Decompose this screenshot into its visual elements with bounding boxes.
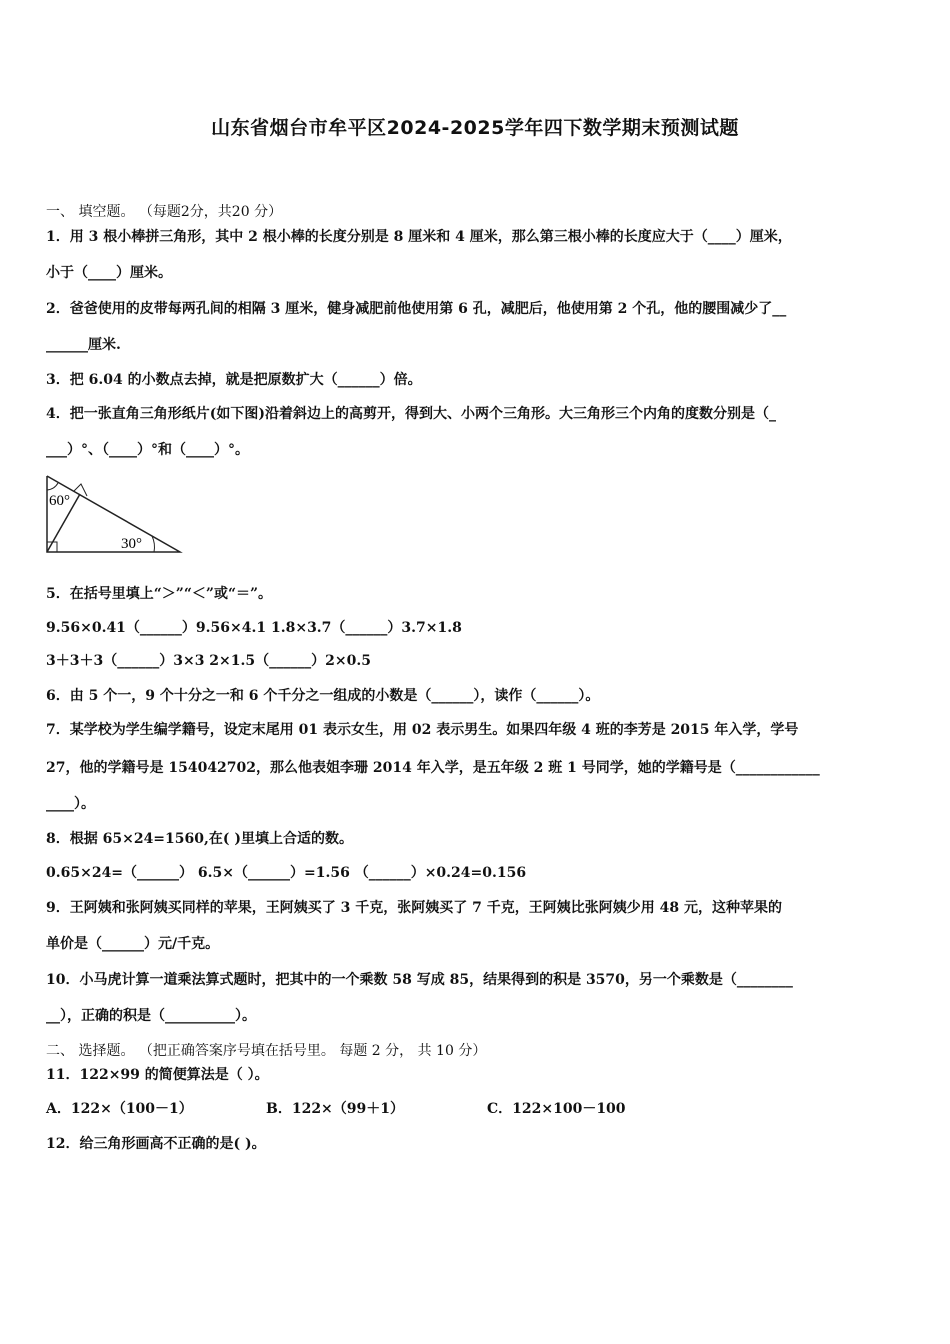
section-heading-multiple-choice: 二、 选择题。 （把正确答案序号填在括号里。 每题 2 分， 共 10 分） [46, 1043, 487, 1059]
question-12: 12．给三角形画高不正确的是( )。 [46, 1136, 266, 1152]
question-8-row: 0.65×24=（______） 6.5×（______）=1.56 （______）×0.24=0.156 [46, 865, 527, 881]
question-10-line-2: __），正确的积是（__________）。 [46, 1008, 256, 1024]
question-1-line-1: 1．用 3 根小棒拼三角形，其中 2 根小棒的长度分别是 8 厘米和 4 厘米，那么第三根小棒的长度应大于（____）厘米， [46, 229, 792, 245]
question-4-line-2: ___）°、（____）°和（____）°。 [46, 442, 249, 458]
question-5: 5．在括号里填上“＞”“＜”或“＝”。 [46, 586, 273, 602]
question-2-line-2: ______厘米. [46, 337, 121, 353]
question-7-line-1: 7．某学校为学生编学籍号，设定末尾用 01 表示女生，用 02 表示男生。如果四年级 4 班的李芳是 2015 年入学，学号 [46, 722, 799, 738]
option-c[interactable]: C．122×100－100 [487, 1101, 626, 1117]
option-a[interactable]: A．122×（100－1） [46, 1101, 193, 1117]
right-triangle-figure [44, 472, 184, 556]
page-title: 山东省烟台市牟平区2024-2025学年四下数学期末预测试题 [211, 117, 739, 139]
question-7-line-2: 27，他的学籍号是 154042702，那么他表姐李珊 2014 年入学，是五年级 2 班 1 号同学，她的学籍号是（____________ [46, 760, 820, 776]
question-5-row-2: 3＋3＋3（______）3×3 2×1.5（______）2×0.5 [46, 653, 371, 669]
angle-label-right: 30° [121, 536, 142, 552]
option-b[interactable]: B．122×（99＋1） [266, 1101, 405, 1117]
question-4-line-1: 4．把一张直角三角形纸片(如下图)沿着斜边上的高剪开，得到大、小两个三角形。大三角形三个内角的度数分别是（_ [46, 406, 776, 422]
question-9-line-1: 9．王阿姨和张阿姨买同样的苹果，王阿姨买了 3 千克，张阿姨买了 7 千克，王阿姨比张阿姨少用 48 元，这种苹果的 [46, 900, 782, 916]
question-10-line-1: 10．小马虎计算一道乘法算式题时，把其中的一个乘数 58 写成 85，结果得到的积是 3570，另一个乘数是（________ [46, 972, 793, 988]
question-6: 6．由 5 个一，9 个十分之一和 6 个千分之一组成的小数是（______），读作（______）。 [46, 688, 600, 704]
section-heading-fill-in: 一、 填空题。 （每题2分，共20 分） [46, 204, 283, 220]
question-7-line-3: ____）。 [46, 796, 95, 812]
question-2-line-1: 2．爸爸使用的皮带每两孔间的相隔 3 厘米，健身减肥前他使用第 6 孔，减肥后，他使用第 2 个孔，他的腰围减少了__ [46, 301, 787, 317]
question-9-line-2: 单价是（______）元/千克。 [46, 936, 220, 952]
question-3: 3．把 6.04 的小数点去掉，就是把原数扩大（______）倍。 [46, 372, 422, 388]
question-11: 11．122×99 的简便算法是（ ）。 [46, 1067, 269, 1083]
question-8: 8．根据 65×24=1560,在( )里填上合适的数。 [46, 831, 354, 847]
question-1-line-2: 小于（____）厘米。 [46, 265, 172, 281]
angle-label-top: 60° [49, 493, 70, 509]
question-11-options [46, 1099, 626, 1119]
question-5-row-1: 9.56×0.41（______）9.56×4.1 1.8×3.7（______）3.7×1.8 [46, 620, 462, 636]
